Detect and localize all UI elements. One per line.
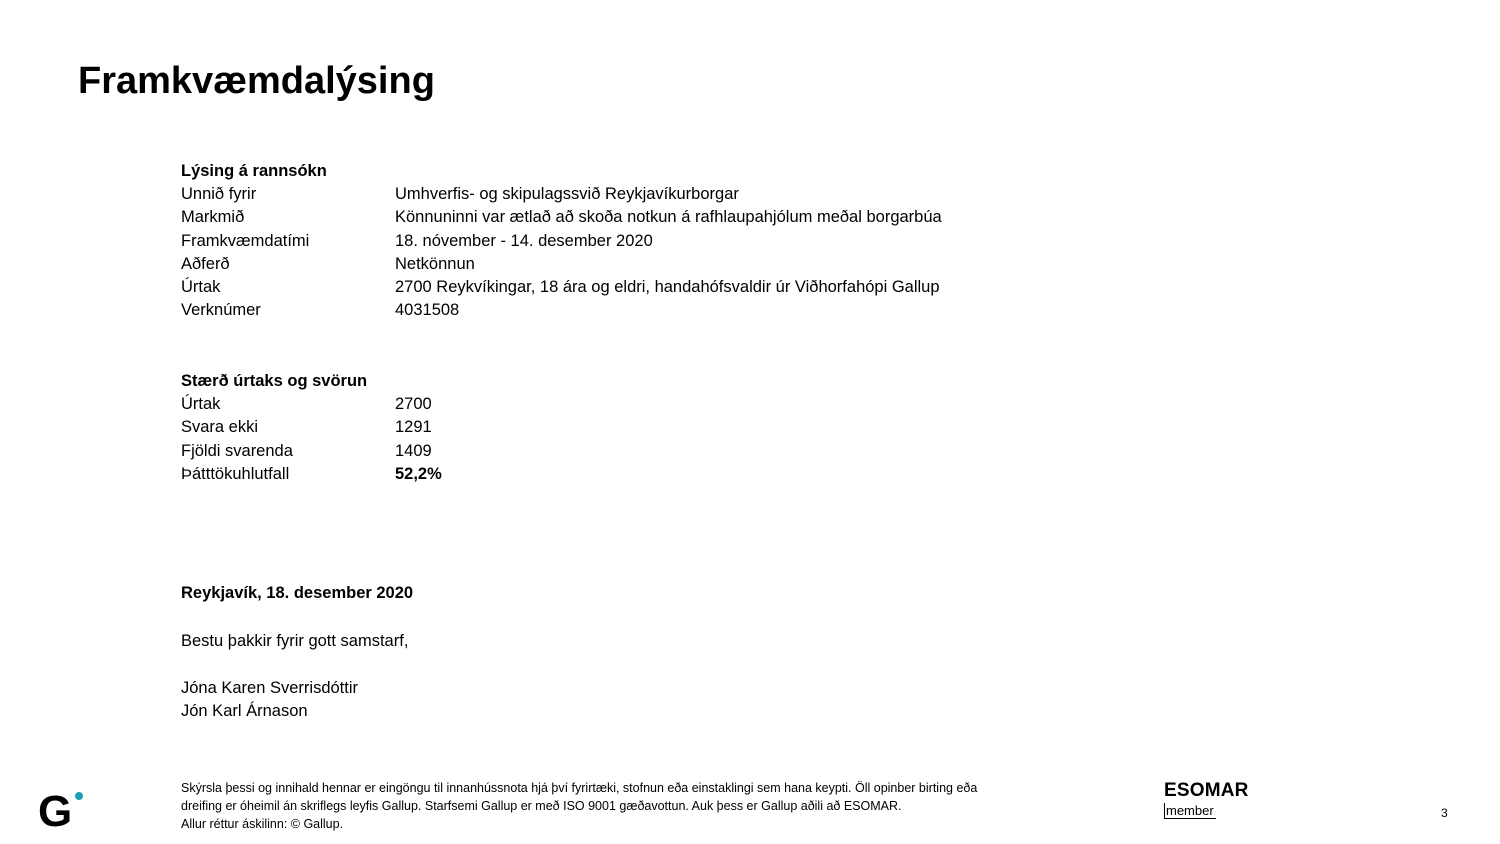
row-label: Framkvæmdatími [181,231,310,250]
page-number: 3 [1441,806,1448,820]
signature-name: Jón Karl Árnason [181,702,308,720]
row-label: Aðferð [181,254,230,273]
footer-line: Skýrsla þessi og innihald hennar er eingöngu til innanhússnota hjá því fyrirtæki, stofnun eða einstaklingi sem hana keypti. Öll opinber birting eða [181,781,978,795]
row-value: 4031508 [395,301,460,320]
row-label: Úrtak [181,278,221,297]
footer-line: dreifing er óheimil án skriflegs leyfis Gallup. Starfsemi Gallup er með ISO 9001 gæðavottun. Auk þess er Gallup aðili að ESOMAR. [181,799,902,813]
row-label: Úrtak [181,395,221,413]
description-row [181,253,942,276]
response-rate-value: 52,2% [395,464,442,483]
description-row [181,206,942,229]
esomar-member-logo [1164,780,1264,820]
signature-name: Jóna Karen Sverrisdóttir [181,679,358,697]
sample-row [181,440,442,463]
row-label: Verknúmer [181,301,261,320]
thanks-line: Bestu þakkir fyrir gott samstarf, [181,632,409,650]
row-value: Könnuninni var ætlað að skoða notkun á rafhlaupahjólum meðal borgarbúa [395,208,942,227]
description-row [181,276,942,299]
row-value: 18. nóvember - 14. desember 2020 [395,231,653,250]
place-date: Reykjavík, 18. desember 2020 [181,584,414,602]
row-value: 2700 Reykvíkingar, 18 ára og eldri, handahófsvaldir úr Viðhorfahópi Gallup [395,278,940,297]
row-label: Þátttökuhlutfall [181,464,290,483]
sample-row [181,463,442,486]
sample-row [181,416,442,439]
svg-text:G: G [38,787,73,832]
row-value: 1291 [395,418,432,437]
row-label: Unnið fyrir [181,185,257,203]
description-row [181,299,942,322]
sample-row [181,393,442,416]
footer-disclaimer [181,779,1141,833]
footer-line: Allur réttur áskilinn: © Gallup. [181,817,344,831]
description-heading: Lýsing á rannsókn [181,162,327,180]
gallup-g-logo-icon [38,786,88,832]
description-section [181,160,942,323]
row-label: Markmið [181,208,245,227]
row-value: Netkönnun [395,254,475,273]
row-label: Svara ekki [181,418,259,437]
description-row [181,230,942,253]
row-value: 2700 [395,395,432,413]
esomar-member-label: member [1166,803,1214,818]
row-value: 1409 [395,441,432,460]
sample-heading: Stærð úrtaks og svörun [181,372,368,390]
page-title: Framkvæmdalýsing [78,60,435,102]
sample-section [181,370,442,486]
esomar-word: ESOMAR [1164,780,1249,801]
row-label: Fjöldi svarenda [181,441,293,460]
description-row [181,183,942,206]
row-value: Umhverfis- og skipulagssvið Reykjavíkurborgar [395,185,739,203]
